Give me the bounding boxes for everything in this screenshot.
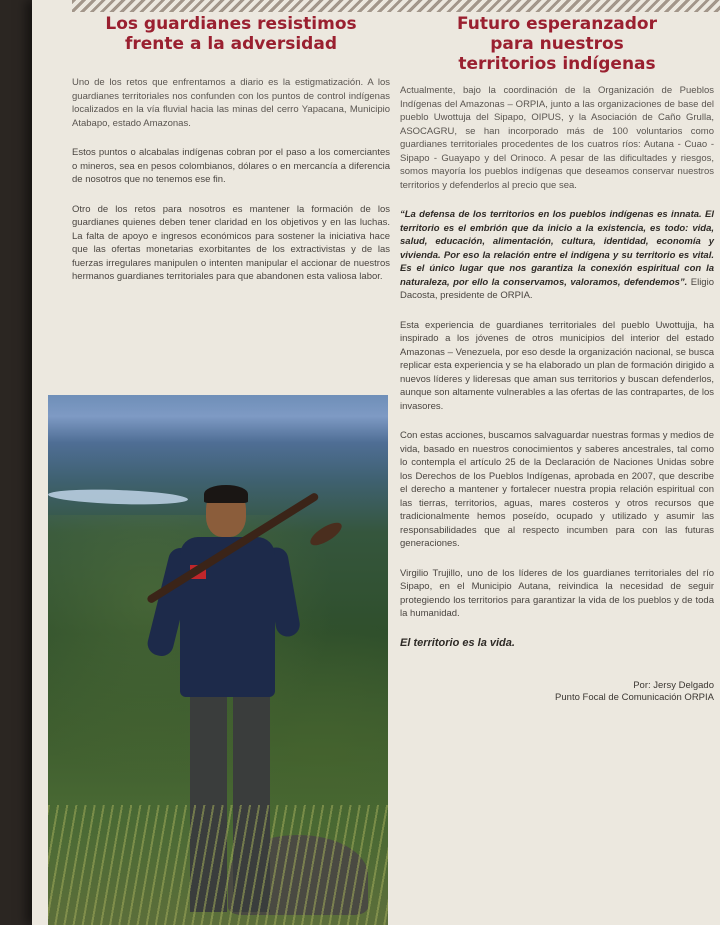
left-column	[72, 14, 390, 300]
author-credit: Por: Jersy Delgado Punto Focal de Comunicación ORPIA	[555, 680, 714, 703]
pull-quote: “La defensa de los territorios en los pueblos indígenas es innata. El territorio es el embrión que da inicio a la existencia, es todo: vida, salud, educación, alimentación, cultura, identidad, economía y vivienda. Por eso la relación entre el indígena y su territorio es vital. Es el único lugar que nos garantiza la conexión espiritual con la naturaleza, por ello la conservamos, valoramos, defendemos”. Eligio Dacosta, presidente de ORPIA.	[400, 209, 714, 301]
closing-line: El territorio es la vida.	[400, 636, 515, 649]
right-paragraph-3: Con estas acciones, buscamos salvaguardar nuestras formas y medios de vida, basado en nuestros conocimientos y saberes ancestrales, tal como lo contempla el artículo 25 de la Declaración de Naciones Unidas sobre los Derechos de los Pueblos Indígenas, aprobada en 2007, que describe el derecho a mantener y fortalecer nuestra propia relación espiritual con las tierras, territorios, aguas, mares costeros y otros recursos que tradicionalmente hemos poseído, ocupado y utilizado y asumir las responsabilidades que al respecto incumben para con las futuras generaciones.	[400, 430, 714, 549]
right-title: Futuro esperanzador para nuestros territorios indígenas	[457, 14, 657, 74]
quote-author: Eligio Dacosta, presidente de ORPIA.	[400, 276, 714, 301]
left-title: Los guardianes resistimos frente a la adversidad	[105, 14, 357, 54]
right-paragraph-2: Esta experiencia de guardianes territoriales del pueblo Uwottujja, ha inspirado a los jóvenes de otros municipios del interior del estado Amazonas – Venezuela, por eso desde la organización nacional, se busca replicar esta experiencia y se ha elaborado un plan de formación dirigido a nuevos líderes y lideresas que aman sus territorios y buscan defenderlos, aunque son altamente vulnerables a las ofertas de las contrapartes, de los invasores.	[400, 319, 714, 412]
guardian-photo	[48, 395, 388, 925]
left-paragraph-1: Uno de los retos que enfrentamos a diario es la estigmatización. A los guardianes territoriales nos confunden con los puntos de control indígenas localizados en la vía fluvial hacia las minas del cerro Yapacana, Municipio Atabapo, estado Amazonas.	[72, 77, 390, 129]
grass-foreground	[48, 805, 388, 925]
right-paragraph-4: Virgilio Trujillo, uno de los líderes de los guardianes territoriales del río Sipapo, en el Municipio Autana, reivindica la necesidad de seguir protegiendo los territorios para garantizar la vida de los pueblos y de toda la humanidad.	[400, 567, 714, 619]
left-paragraph-3: Otro de los retos para nosotros es mantener la formación de los guardianes quienes deben tener claridad en los objetivos y en las luchas. La falta de apoyo e ingresos económicos para sostener la iniciativa hace que las ofertas monetarias exorbitantes de los extractivistas y de las fuerzas irregulares manipulen o intenten manipular el accionar de nuestros hermanos guardianes territoriales para que abandonen esta valiosa labor.	[72, 203, 390, 282]
left-paragraph-2: Estos puntos o alcabalas indígenas cobran por el paso a los comerciantes o mineros, sea en pesos colombianos, dólares o en mercancía a diferencia de nosotros que no tenemos ese fin.	[72, 147, 390, 185]
decorative-border	[72, 0, 720, 12]
right-paragraph-1: Actualmente, bajo la coordinación de la Organización de Pueblos Indígenas del Amazonas – ORPIA, junto a las organizaciones de base del pueblo Uwottuja del Sipapo, OIPUS, y la Asociación de Caño Grulla, ASOCAGRU, se han incorporado más de 100 voluntarios como guardianes territoriales procedentes de los cuatros ríos: Autana - Cuao - Sipapo - Guayapo y del Orinoco. A pesar de las dificultades y riesgos, somos mayoría los pueblos indígenas que deseamos conservar nuestros territorios y defenderlos al precio que sea.	[400, 85, 714, 191]
right-column	[400, 14, 714, 704]
